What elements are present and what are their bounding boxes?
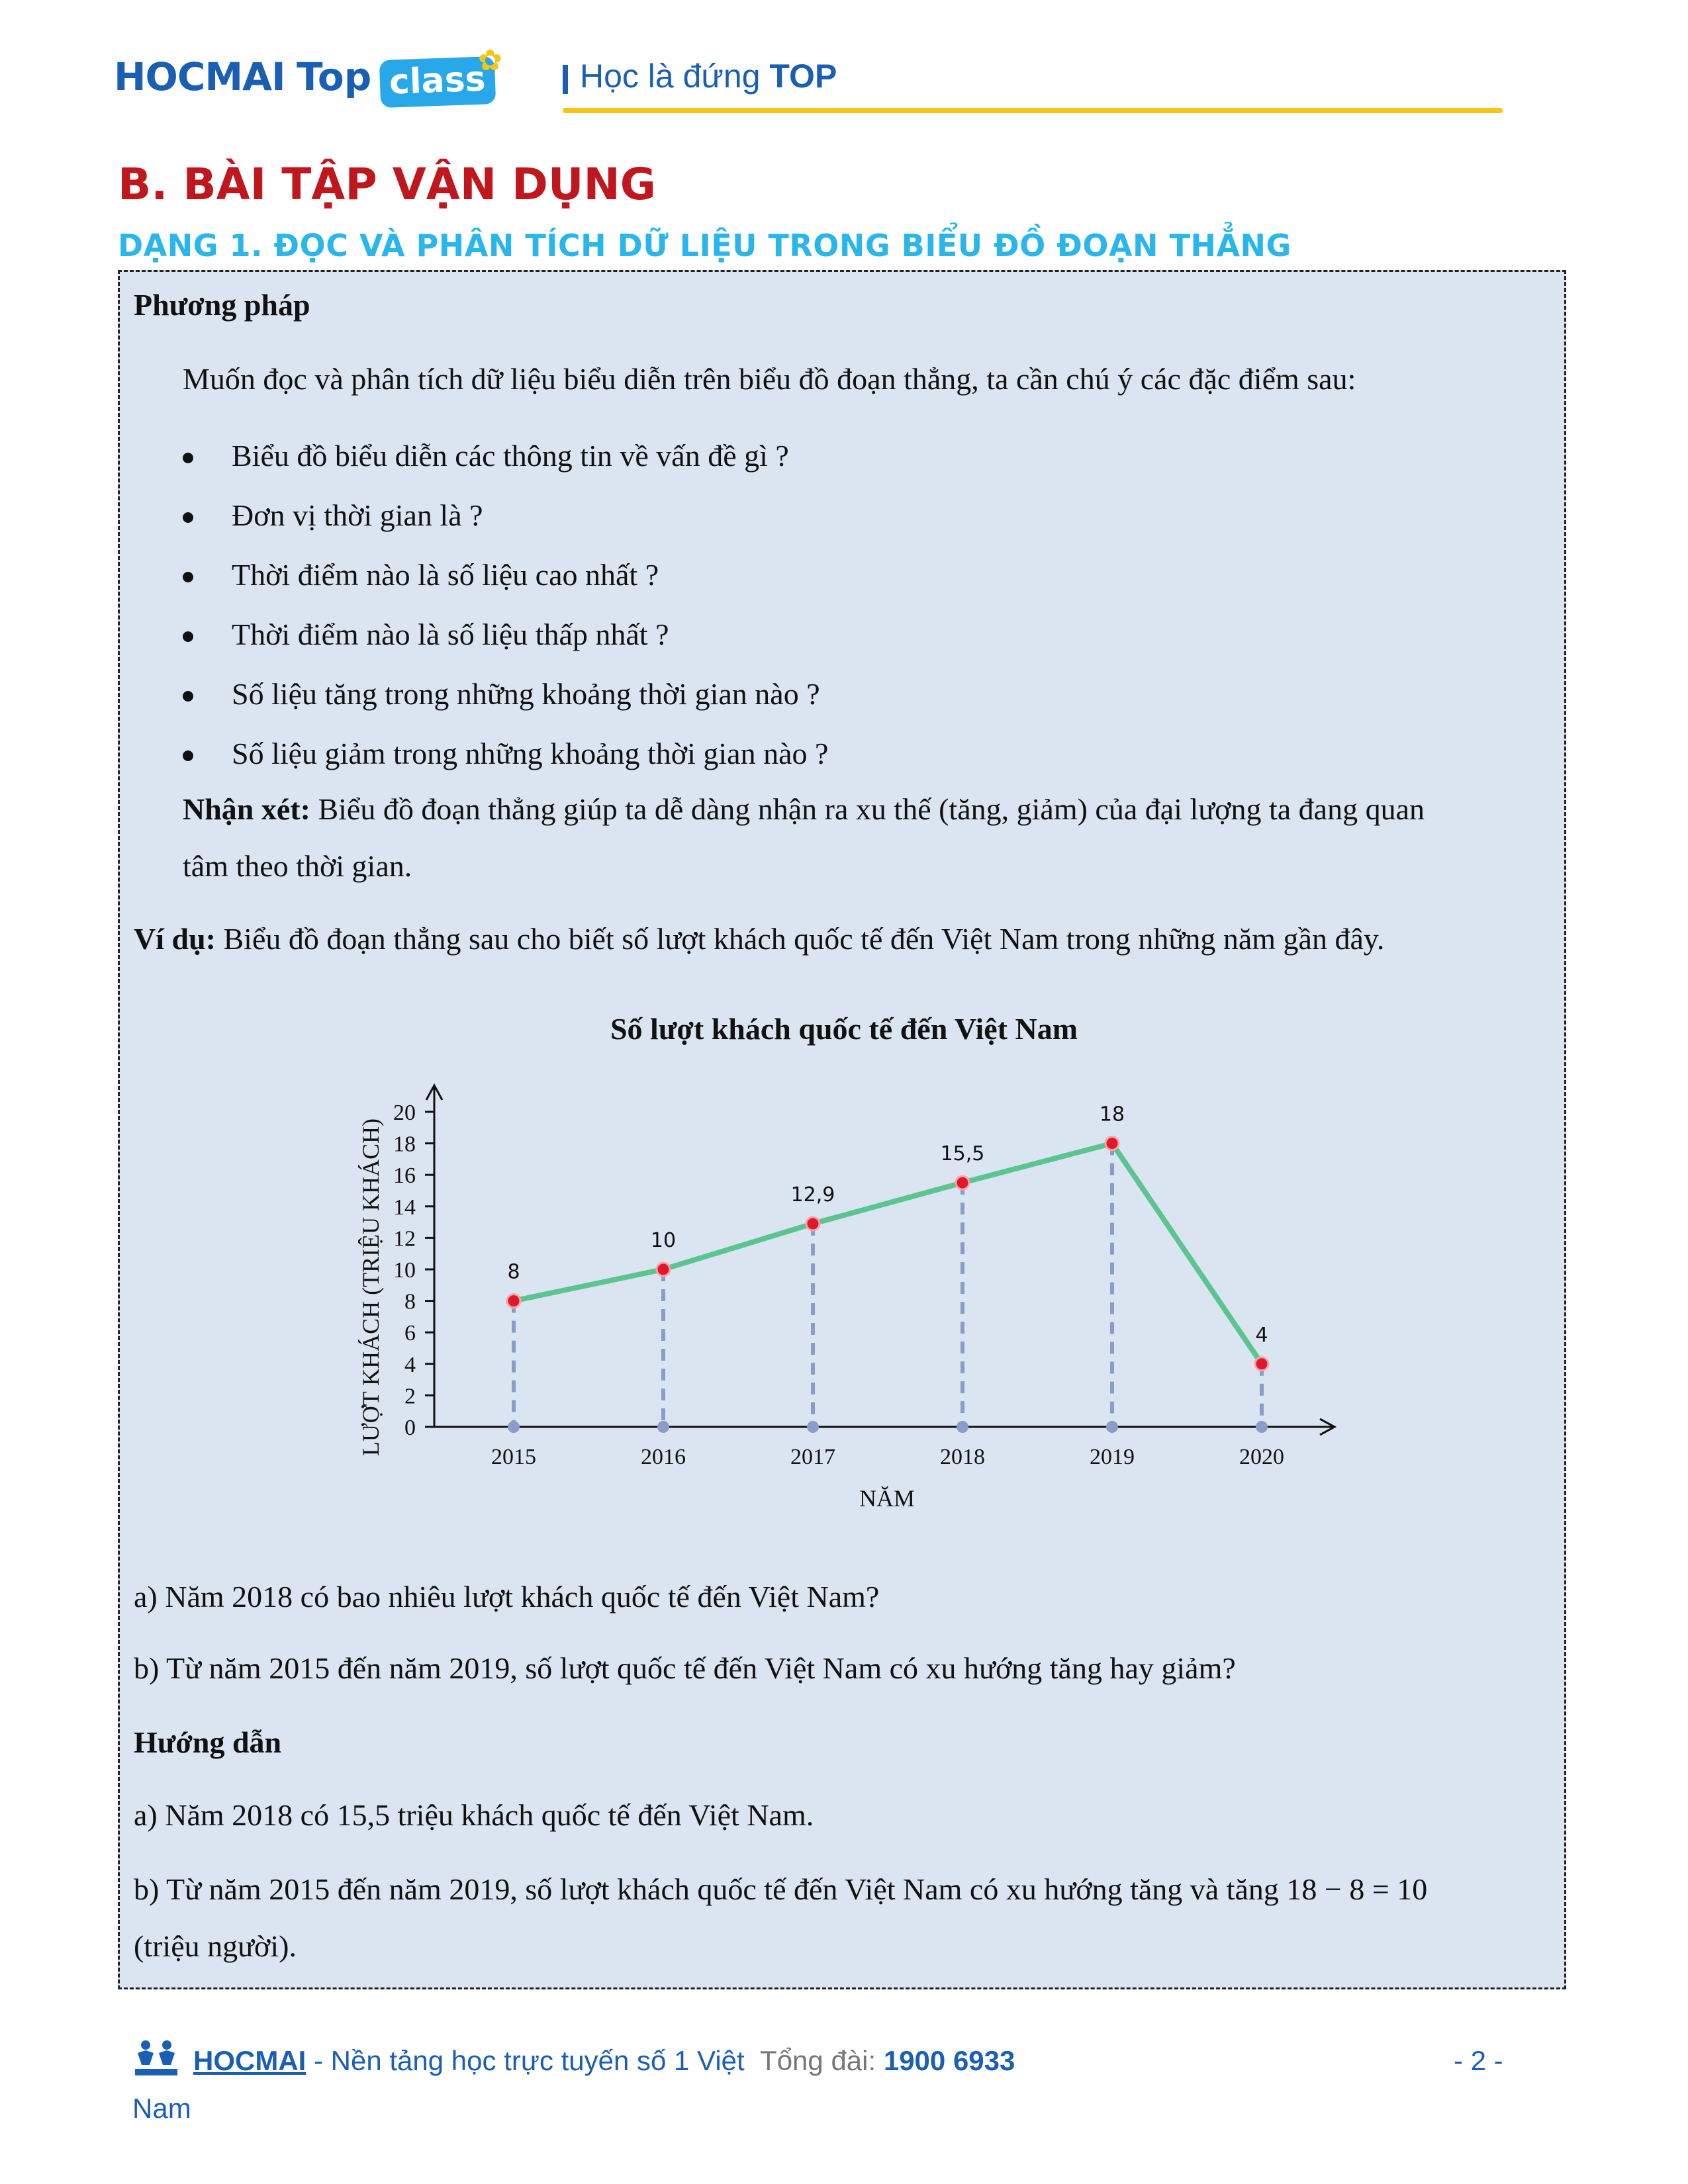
chart-y-label: LƯỢT KHÁCH (TRIỆU KHÁCH): [357, 1118, 384, 1457]
chart-y-ticks: [393, 1101, 434, 1440]
line-chart: [331, 993, 1364, 1522]
footer-nam: Nam: [132, 2093, 191, 2124]
logo-class-badge: class: [379, 56, 496, 108]
y-tick-label: 10: [393, 1258, 416, 1283]
data-label: 4: [1255, 1323, 1268, 1347]
bullet-item: Đơn vị thời gian là ?: [232, 498, 483, 532]
data-label: 10: [650, 1229, 677, 1252]
chart-title: Số lượt khách quốc tế đến Việt Nam: [610, 1012, 1078, 1046]
method-intro: Muốn đọc và phân tích dữ liệu biểu diễn trên biểu đồ đoạn thẳng, ta cần chú ý các đặc điểm sau:: [183, 362, 1356, 396]
slogan: [580, 57, 837, 95]
guide-b: [134, 1872, 1427, 1907]
data-label: 8: [507, 1260, 520, 1284]
y-tick-label: 16: [393, 1163, 416, 1189]
guide-heading: Hướng dẫn: [134, 1725, 282, 1759]
remark-label: Nhận xét:: [183, 792, 310, 826]
base-point: [508, 1421, 520, 1433]
header-underline: [563, 108, 1503, 113]
data-point: [1255, 1357, 1268, 1371]
bullet-item: Số liệu giảm trong những khoảng thời gian nào ?: [232, 737, 829, 770]
base-point: [1106, 1421, 1118, 1433]
example: [134, 921, 1384, 956]
footer-brand-link[interactable]: HOCMAI: [193, 2045, 306, 2076]
page-number: - 2 -: [1454, 2045, 1503, 2076]
chart-series: [514, 1144, 1262, 1364]
data-point: [1105, 1137, 1119, 1150]
star-icon: ✿: [478, 44, 502, 77]
question-a: a) Năm 2018 có bao nhiêu lượt khách quốc tế đến Việt Nam?: [134, 1580, 880, 1614]
x-tick-label: 2016: [641, 1445, 686, 1469]
x-tick-label: 2019: [1090, 1445, 1135, 1469]
dang-title: DẠNG 1. ĐỌC VÀ PHÂN TÍCH DỮ LIỆU TRONG BIỂU ĐỒ ĐOẠN THẲNG: [118, 228, 1291, 263]
y-tick-label: 12: [393, 1226, 416, 1251]
x-tick-label: 2015: [491, 1445, 536, 1469]
bullet-dot: [183, 572, 193, 582]
base-point: [807, 1421, 819, 1433]
y-tick-label: 20: [393, 1101, 416, 1125]
footer-tagline: - Nền tảng học trực tuyến số 1 Việt: [306, 2045, 745, 2076]
method-heading: Phương pháp: [134, 288, 310, 322]
slogan-divider: [563, 65, 568, 94]
bullet-item: Thời điểm nào là số liệu cao nhất ?: [232, 558, 659, 592]
y-tick-label: 4: [404, 1352, 416, 1377]
data-point: [507, 1295, 520, 1308]
bullet-dot: [183, 512, 193, 523]
y-tick-label: 2: [404, 1384, 416, 1409]
guide-b-math: 18 − 8 = 10: [1286, 1872, 1428, 1906]
y-tick-label: 8: [404, 1289, 416, 1314]
data-point: [806, 1217, 820, 1230]
logo-hocmai: HOCMAI: [114, 54, 285, 99]
bullet-dot: [183, 631, 193, 642]
slogan-text: Học là đứng: [580, 58, 761, 95]
logo-top: Top: [297, 54, 372, 99]
base-point: [657, 1421, 669, 1433]
series-line: [514, 1144, 1262, 1364]
footer-hotline: 1900 6933: [883, 2045, 1015, 2076]
chart-x-ticks: [491, 1445, 1284, 1469]
y-tick-label: 18: [393, 1132, 416, 1157]
chart-data-labels: [507, 1103, 1268, 1347]
y-tick-label: 0: [404, 1416, 416, 1440]
x-tick-label: 2020: [1239, 1445, 1284, 1469]
footer-text: [193, 2045, 1015, 2077]
data-point: [956, 1176, 969, 1189]
x-tick-label: 2018: [940, 1445, 985, 1469]
question-b: b) Từ năm 2015 đến năm 2019, số lượt quốc tế đến Việt Nam có xu hướng tăng hay giảm?: [134, 1651, 1236, 1685]
guide-b-text: b) Từ năm 2015 đến năm 2019, số lượt khách quốc tế đến Việt Nam có xu hướng tăng và tăng: [134, 1872, 1279, 1906]
example-text: Biểu đồ đoạn thẳng sau cho biết số lượt khách quốc tế đến Việt Nam trong những năm gần đây.: [223, 922, 1385, 956]
base-point: [1256, 1421, 1268, 1433]
example-label: Ví dụ:: [134, 922, 216, 956]
x-tick-label: 2017: [790, 1445, 835, 1469]
chart-axes: [426, 1085, 1335, 1435]
bullet-dot: [183, 453, 193, 463]
bullet-item: Biểu đồ biểu diễn các thông tin về vấn đề gì ?: [232, 439, 789, 473]
bullet-item: Thời điểm nào là số liệu thấp nhất ?: [232, 617, 669, 651]
remark-line2: tâm theo thời gian.: [183, 849, 412, 883]
y-tick-label: 6: [404, 1321, 416, 1346]
chart-drop-lines: [508, 1144, 1268, 1433]
y-tick-label: 14: [393, 1195, 416, 1220]
bullet-item: Số liệu tăng trong những khoảng thời gian nào ?: [232, 677, 820, 711]
hocmai-footer-icon: [132, 2038, 180, 2078]
remark-text: Biểu đồ đoạn thẳng giúp ta dễ dàng nhận ra xu thế (tăng, giảm) của đại lượng ta đang quan: [318, 792, 1425, 826]
base-point: [957, 1421, 968, 1433]
section-title: B. BÀI TẬP VẬN DỤNG: [118, 159, 656, 210]
bullet-dot: [183, 751, 193, 761]
bullet-dot: [183, 691, 193, 702]
chart-x-label: NĂM: [859, 1485, 915, 1512]
chart-points: [507, 1137, 1268, 1371]
guide-a: a) Năm 2018 có 15,5 triệu khách quốc tế đến Việt Nam.: [134, 1798, 814, 1832]
data-label: 18: [1099, 1103, 1125, 1126]
data-point: [657, 1263, 670, 1276]
slogan-bold: TOP: [769, 58, 837, 95]
data-label: 12,9: [790, 1183, 835, 1206]
footer-hotline-label: Tổng đài:: [760, 2045, 876, 2076]
data-label: 15,5: [940, 1142, 985, 1166]
remark: [183, 792, 1425, 827]
guide-b-line2: (triệu người).: [134, 1929, 297, 1963]
